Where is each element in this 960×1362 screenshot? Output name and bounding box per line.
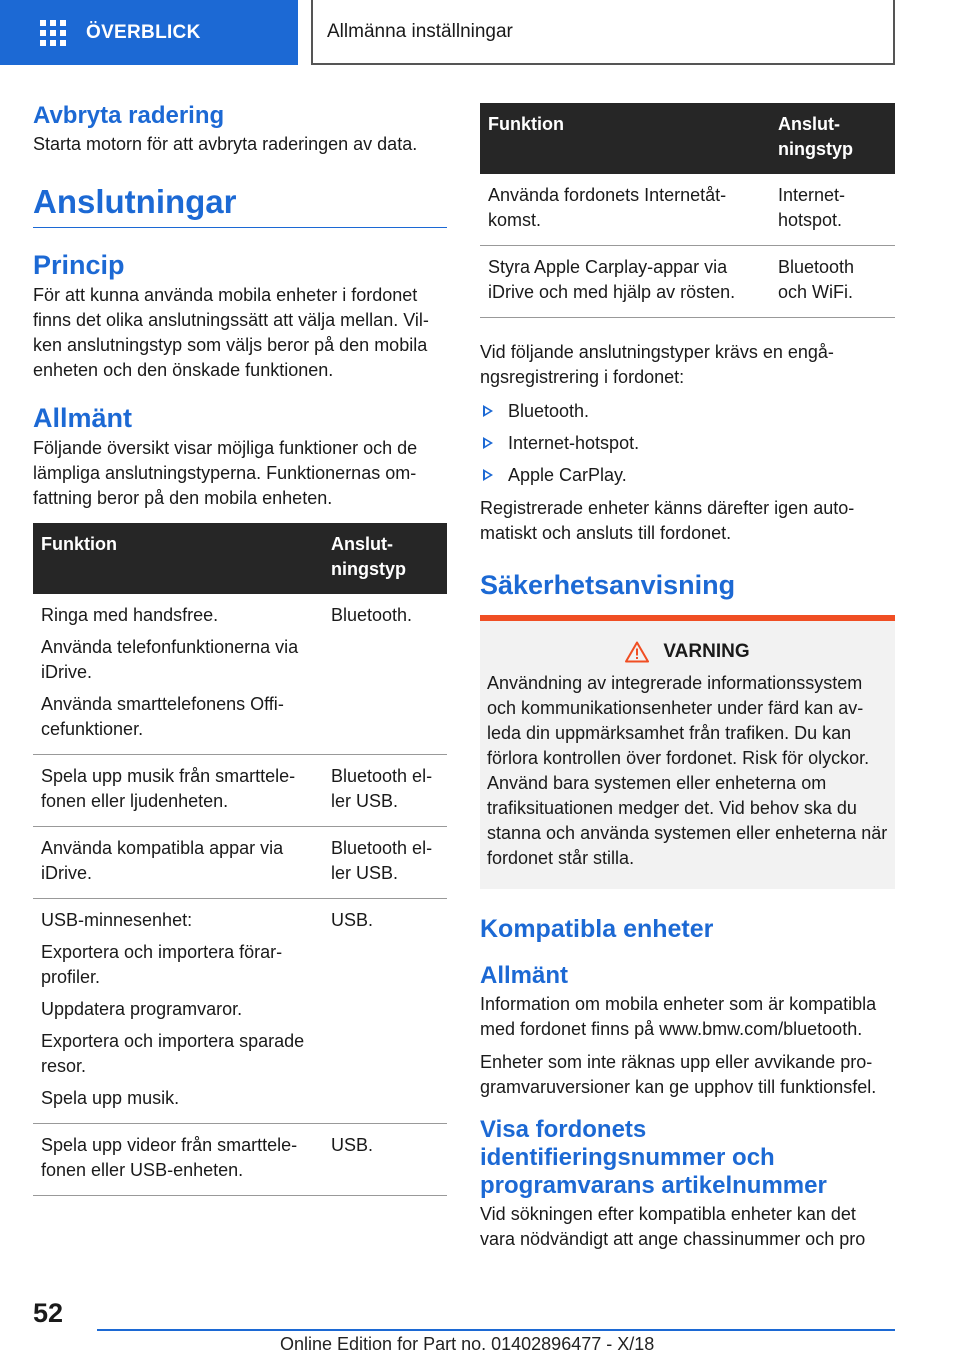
bullet-triangle-icon xyxy=(483,405,493,417)
footer-divider xyxy=(97,1329,895,1331)
warning-box xyxy=(480,615,895,889)
left-column xyxy=(33,100,447,1196)
overview-tab[interactable] xyxy=(0,0,298,65)
visa-text: Vid sökningen efter kompatibla enheter kan det vara nödvändigt att ange chassinummer och pro xyxy=(480,1204,866,1249)
list-item xyxy=(480,460,895,492)
anslutningar-heading: Anslutningar xyxy=(33,183,447,228)
function-line: Exportera och importera förarprofiler. xyxy=(41,942,283,987)
safety-heading: Säkerhetsanvisning xyxy=(480,570,736,600)
list-item-label: Bluetooth. xyxy=(508,401,590,421)
allmant-text-1: Information om mobila enheter som är kompatibla med fordonet finns på www.bmw.com/bluetooth. xyxy=(480,994,877,1039)
chapter-title: Allmänna inställningar xyxy=(327,20,513,42)
bullet-triangle-icon xyxy=(483,437,493,449)
list-item-label: Internet-hotspot. xyxy=(508,433,640,453)
allmant-text: Följande översikt visar möjliga funktioner och de lämpliga anslutningstyperna. Funktionernas omfattning beror på den mobila enheten. xyxy=(33,438,418,508)
edition-text: Online Edition for Part no. 01402896477 - X/18 xyxy=(280,1334,655,1354)
warning-header xyxy=(487,641,888,663)
connection-type-cell: Bluetooth eller USB. xyxy=(323,755,447,827)
princip-heading: Princip xyxy=(33,250,125,280)
function-cell xyxy=(33,899,323,1124)
connection-type-cell: Bluetooth. xyxy=(323,594,447,755)
warning-text: Användning av integrerade informationssystem och kommunikationsenheter under färd kan avleda din uppmärksamhet från trafiken. Du kan förlora kontrollen över fordonet. Risk för olyckor. Använd bara systemen eller enheterna om trafiksituationen medger det. Vid behov ska du stanna och använda systemen eller enheterna när fordonet står stilla. xyxy=(487,673,888,868)
connection-type-cell: USB. xyxy=(323,1124,447,1196)
avbryta-heading: Avbryta radering xyxy=(33,102,225,129)
list-item xyxy=(480,396,895,428)
function-cell xyxy=(33,1124,323,1196)
function-line: Använda smarttelefonens Officefunktioner. xyxy=(41,694,284,739)
table-header-function: Funktion xyxy=(480,103,770,174)
function-line: Spela upp musik från smarttelefonen eller ljudenheten. xyxy=(41,766,296,811)
table-row xyxy=(33,594,447,755)
function-cell xyxy=(33,594,323,755)
list-item xyxy=(480,428,895,460)
page-number: 52 xyxy=(33,1298,64,1328)
kompatibla-heading: Kompatibla enheter xyxy=(480,915,714,943)
right-column xyxy=(480,103,895,1252)
list-item-label: Apple CarPlay. xyxy=(508,465,627,485)
allmant-heading: Allmänt xyxy=(33,403,133,433)
function-cell xyxy=(33,755,323,827)
overview-tab-label: ÖVERBLICK xyxy=(86,21,201,43)
connection-type-cell: Bluetooth eller USB. xyxy=(323,827,447,899)
princip-text: För att kunna använda mobila enheter i fordonet finns det olika anslutningssätt att välja mellan. Vilken anslutningstyp som väljs beror på den mobila enheten och den önskade funktionen. xyxy=(33,285,429,380)
connection-type-cell: USB. xyxy=(323,899,447,1124)
function-line: Spela upp musik. xyxy=(41,1088,180,1108)
registration-after-text: Registrerade enheter känns därefter igen automatiskt och ansluts till fordonet. xyxy=(480,498,855,543)
visa-heading: Visa fordonets identifieringsnummer och programvarans artikelnummer xyxy=(480,1116,827,1199)
table-header-function: Funktion xyxy=(33,523,323,594)
connection-type-cell: Internet-hotspot. xyxy=(770,174,895,246)
connection-type-cell: Bluetooth och WiFi. xyxy=(770,246,895,318)
connection-type-list xyxy=(480,396,895,492)
function-line: Exportera och importera sparade resor. xyxy=(41,1031,305,1076)
warning-label: VARNING xyxy=(663,641,750,662)
function-line: USB-minnesenhet: xyxy=(41,910,193,930)
function-line: Använda kompatibla appar via iDrive. xyxy=(41,838,284,883)
table-row xyxy=(33,755,447,827)
function-cell xyxy=(33,827,323,899)
function-line: Ringa med handsfree. xyxy=(41,605,219,625)
table-header-row xyxy=(480,103,895,174)
grid-menu-icon xyxy=(40,20,66,46)
connections-table-continued xyxy=(480,103,895,318)
chapter-title-box xyxy=(311,0,895,65)
table-row xyxy=(33,899,447,1124)
registration-text: Vid följande anslutningstyper krävs en engångsregistrering i fordonet: xyxy=(480,342,834,387)
function-line: Använda telefonfunktionerna via iDrive. xyxy=(41,637,299,682)
function-cell: Använda fordonets Internetåtkomst. xyxy=(480,174,770,246)
table-row xyxy=(480,174,895,246)
table-row xyxy=(33,827,447,899)
bullet-triangle-icon xyxy=(483,469,493,481)
table-row xyxy=(480,246,895,318)
table-header-type: Anslutningstyp xyxy=(323,523,447,594)
connections-table xyxy=(33,523,447,1196)
table-row xyxy=(33,1124,447,1196)
table-header-row xyxy=(33,523,447,594)
allmant-subheading: Allmänt xyxy=(480,962,569,989)
table-header-type: Anslutningstyp xyxy=(770,103,895,174)
allmant-text-2: Enheter som inte räknas upp eller avvikande programvaruversioner kan ge upphov till funktionsfel. xyxy=(480,1052,877,1097)
function-line: Spela upp videor från smarttelefonen eller USB-enheten. xyxy=(41,1135,298,1180)
function-line: Uppdatera programvaror. xyxy=(41,999,243,1019)
function-cell: Styra Apple Carplay-appar via iDrive och med hjälp av rösten. xyxy=(480,246,770,318)
warning-triangle-icon xyxy=(625,641,649,663)
avbryta-text: Starta motorn för att avbryta raderingen av data. xyxy=(33,134,418,154)
